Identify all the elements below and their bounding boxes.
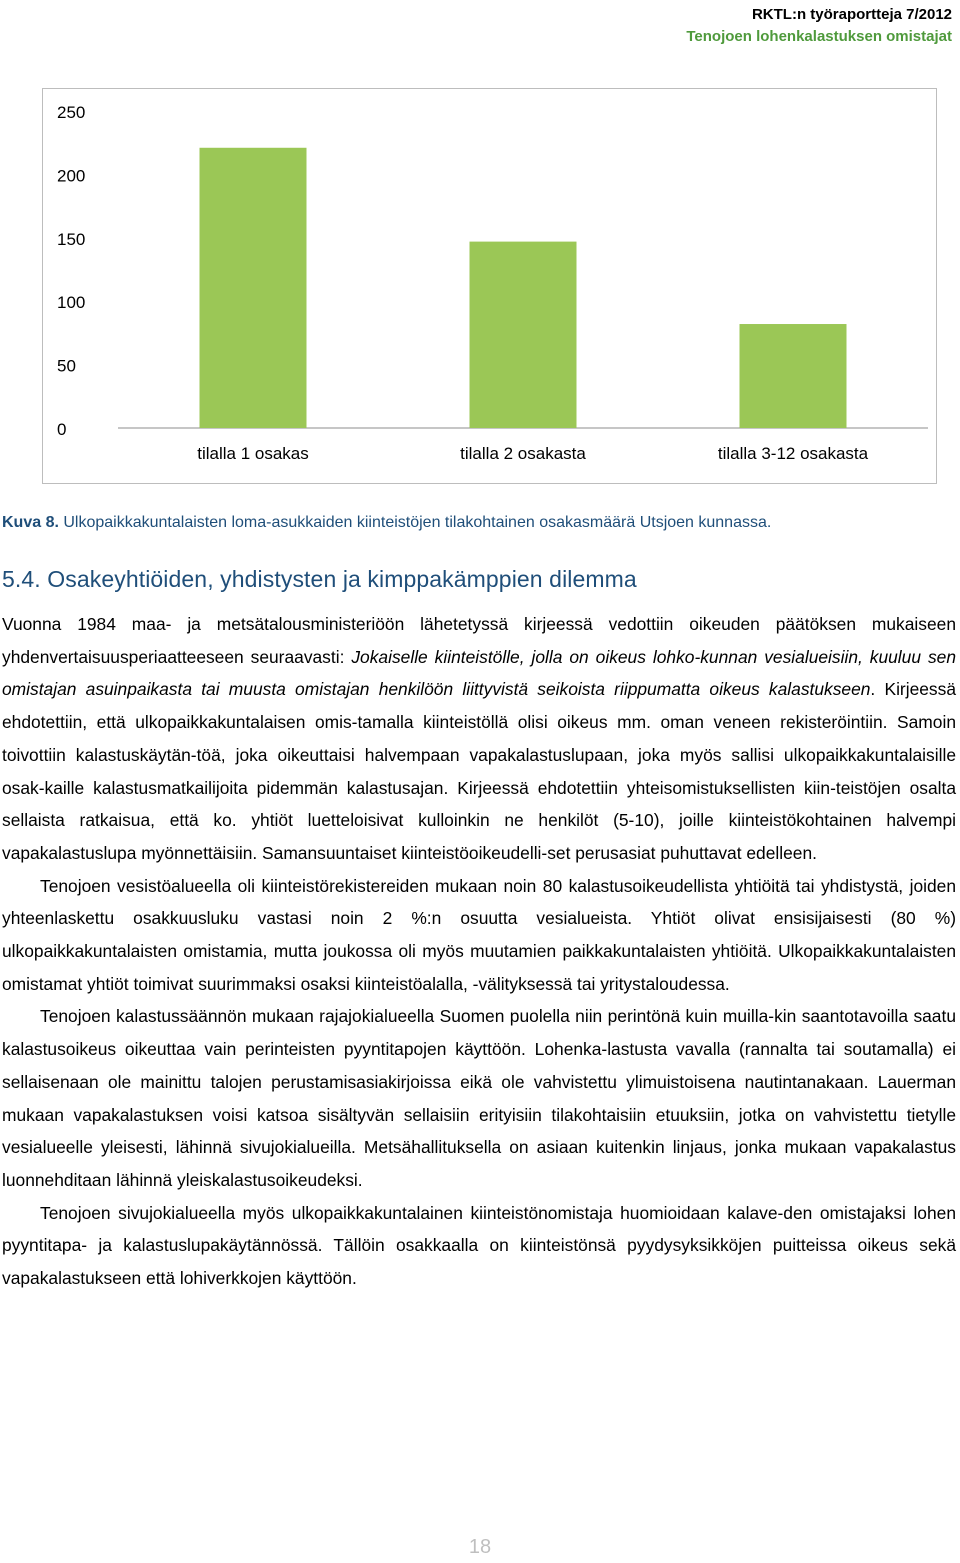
paragraph-1-rest: . Kirjeessä ehdotettiin, että ulkopaikkakuntalaisen omis-tamalla kiinteistöllä olisi oikeus mm. oman veneen rekisteröintiin. Samoin toivottiin kalastuskäytän-töä, joka oikeuttaisi halvempaan vapakalastuslupaan, joka myös sallisi ulkopaikkakuntalaisille osak-kaille kalastusmatkailijoita pidemmän kalastusajan. Kirjeessä ehdotettiin yhteisomistuksellisten kiin-teistöjen osalta sellaista ratkaisua, että ko. yhtiöt luetteloisivat kulloinkin ne henkilöt (5-10), joille kiinteistökohtainen halvempi vapakalastuslupa myönnettäisiin. Samansuuntaiset kiinteistöoikeudelli-set perusasiat puhuttavat edelleen.: [2, 679, 956, 863]
paragraph-1-quote: Jokaiselle kiinteistölle, jolla on oikeus lohko-kunnan vesialueisiin, kuuluu sen omistajan asuinpaikasta tai muusta omistajan henkilöön liittyvistä seikoista riippumatta oikeus kalastukseen: [2, 646, 956, 700]
paragraph-2: Tenojoen vesistöalueella oli kiinteistörekistereiden mukaan noin 80 kalastusoikeudellista yhtiöitä tai yhdistystä, joiden yhteenlaskettu osakkuusluku vastasi noin 2 %:n osuutta vesialueista. Yhtiöt olivat ensisijaisesti (80 %) ulkopaikkakuntalaisten omistamia, mutta joukossa oli myös muutamien paikkakuntalaisten yhtiöitä. Ulkopaikkakuntalaisten omistamat yhtiöt toimivat suurimmaksi osaksi kiinteistöalalla, -välityksessä tai yritystaloudessa.: [2, 875, 956, 994]
paragraph-4: Tenojoen sivujokialueella myös ulkopaikkakuntalainen kiinteistönomistaja huomioidaan kalave-den omistajaksi lohen pyyntitapa- ja kalastuslupakäytännössä. Tällöin osakkaalla on kiinteistönsä pyydysyksikköjen puitteissa oikeus sekä vapakalastukseen että lohiverkkojen käyttöön.: [2, 1202, 956, 1289]
y-tick-label: 0: [57, 420, 67, 439]
report-title: Tenojoen lohenkalastuksen omistajat: [686, 28, 952, 45]
paragraph-3: Tenojoen kalastussäännön mukaan rajajokialueella Suomen puolella niin perintönä kuin muilla-kin saantotavoilla saatu kalastusoikeus oikeuttaa vain perinteisten pyyntitapojen käyttöön. Lohenka-lastusta vavalla (rannalta tai soutamalla) ei sellaisenaan ole mainittu talojen perustamisasiakirjoissa eikä ole vahvistettu ylimuistoisena nautintanakaan. Lauerman mukaan vapakalastuksen voisi katsoa sisältyvän sellaisiin erityisiin tilakohtaisiin etuuksiin, jotka on vahvistettu tietylle vesialueelle yleisesti, lähinnä sivujokialueilla. Metsähallituksella on asiaan kuitenkin linjaus, jonka mukaan vapakalastus luonnehditaan lähinnä yleiskalastusoikeudeksi.: [2, 1006, 956, 1190]
figure-caption: [2, 514, 771, 532]
bar: [470, 242, 577, 428]
y-tick-label: 150: [57, 229, 86, 249]
y-tick-label: 200: [57, 166, 86, 186]
paragraph-1-intro: Vuonna 1984 maa- ja metsätalousministeriöön lähetetyssä kirjeessä vedottiin oikeuden päätöksen mukaiseen yhdenvertaisuusperiaatteeseen seuraavasti:: [2, 614, 956, 667]
bar: [200, 148, 307, 428]
y-tick-label: 250: [57, 103, 86, 122]
y-tick-label: 50: [57, 356, 76, 376]
bar-chart-svg: [43, 89, 938, 485]
body-text: [2, 608, 956, 1295]
section-heading: 5.4. Osakeyhtiöiden, yhdistysten ja kimppakämppien dilemma: [2, 566, 637, 592]
y-tick-label: 100: [57, 293, 86, 313]
running-header: [686, 4, 952, 48]
paragraph-1: [2, 608, 956, 870]
figure-label: Kuva 8.: [2, 514, 59, 531]
page-number: 18: [468, 1536, 492, 1558]
x-tick-label: tilalla 3-12 osakasta: [717, 444, 869, 463]
report-series: RKTL:n työraportteja 7/2012: [751, 6, 952, 23]
x-tick-label: tilalla 2 osakasta: [460, 444, 586, 463]
x-tick-label: tilalla 1 osakas: [197, 444, 309, 463]
figure-caption-text: Ulkopaikkakuntalaisten loma-asukkaiden kiinteistöjen tilakohtainen osakasmäärä Utsjoen kunnassa.: [58, 514, 772, 531]
bar: [740, 324, 847, 428]
bar-chart: [42, 88, 937, 484]
